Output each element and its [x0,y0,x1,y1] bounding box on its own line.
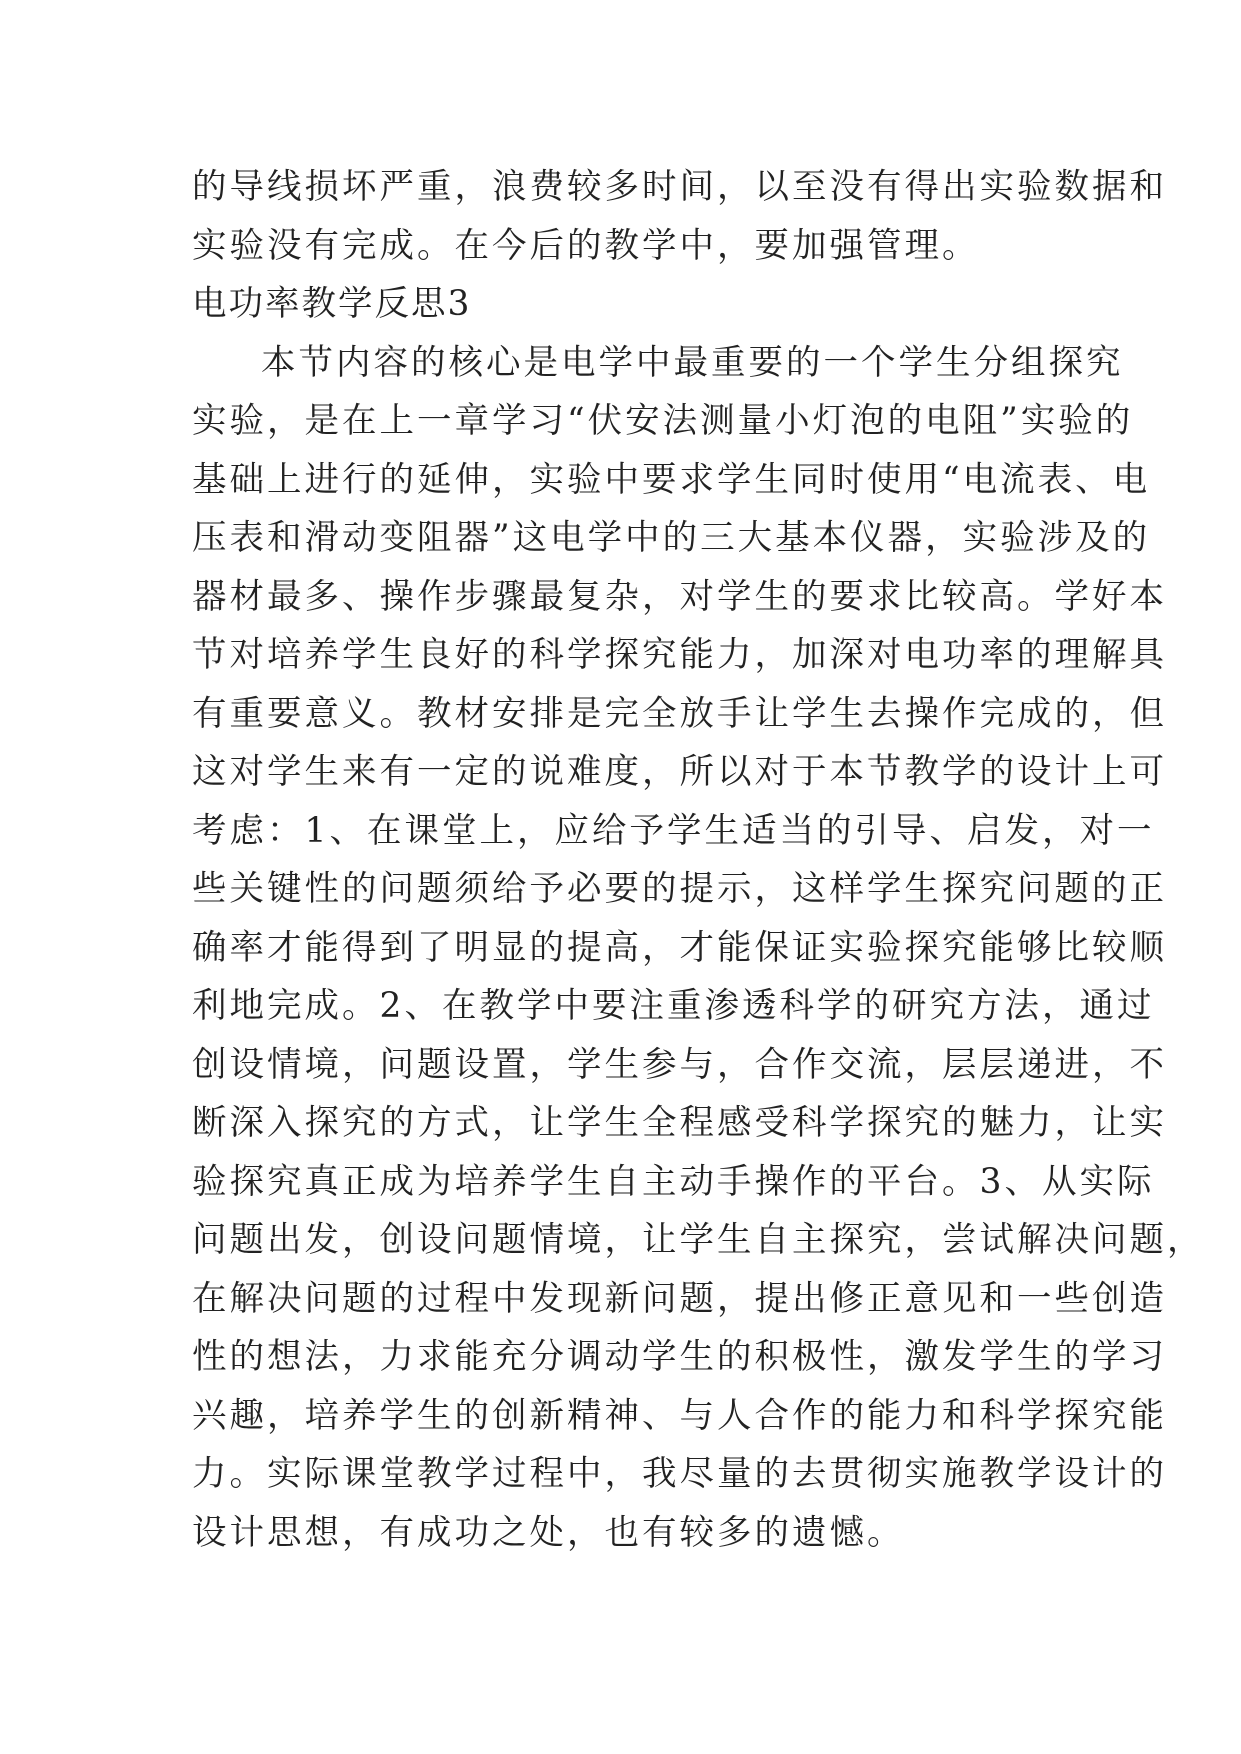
text-line: 实验，是在上一章学习“伏安法测量小灯泡的电阻”实验的 [192,401,1134,441]
text-line: 性的想法，力求能充分调动学生的积极性，激发学生的学习 [192,1337,1167,1377]
text-line: 的导线损坏严重，浪费较多时间，以至没有得出实验数据和 [192,167,1167,207]
document-body [192,158,1205,1562]
text-line: 在解决问题的过程中发现新问题，提出修正意见和一些创造 [192,1278,1167,1319]
text-line: 兴趣，培养学生的创新精神、与人合作的能力和科学探究能 [192,1395,1167,1436]
text-line: 节对培养学生良好的科学探究能力，加深对电功率的理解具 [192,635,1167,675]
text-line: 利地完成。2、在教学中要注重渗透科学的研究方法，通过 [192,986,1155,1026]
text-line: 设计思想，有成功之处，也有较多的遗憾。 [192,1512,905,1553]
text-line: 些关键性的问题须给予必要的提示，这样学生探究问题的正 [192,869,1167,909]
text-line: 这对学生来有一定的说难度，所以对于本节教学的设计上可 [192,752,1167,792]
paragraph-first-line: 本节内容的核心是电学中最重要的一个学生分组探究 [261,342,1124,383]
text-line: 力。实际课堂教学过程中，我尽量的去贯彻实施教学设计的 [192,1454,1167,1494]
text-line: 确率才能得到了明显的提高，才能保证实验探究能够比较顺 [192,927,1167,968]
text-line: 器材最多、操作步骤最复杂，对学生的要求比较高。学好本 [192,576,1167,617]
text-line: 断深入探究的方式，让学生全程感受科学探究的魅力，让实 [192,1103,1167,1143]
text-line: 实验没有完成。在今后的教学中，要加强管理。 [192,225,980,266]
text-line: 考虑：1、在课堂上，应给予学生适当的引导、启发，对一 [192,810,1155,851]
text-line: 压表和滑动变阻器”这电学中的三大基本仪器，实验涉及的 [192,518,1151,558]
text-line: 问题出发，创设问题情境，让学生自主探究，尝试解决问题， [192,1220,1205,1260]
text-line: 验探究真正成为培养学生自主动手操作的平台。3、从实际 [192,1161,1155,1202]
text-line: 有重要意义。教材安排是完全放手让学生去操作完成的，但 [192,693,1167,734]
text-line: 创设情境，问题设置，学生参与，合作交流，层层递进，不 [192,1044,1167,1085]
section-heading: 电功率教学反思3 [192,284,472,324]
text-line: 基础上进行的延伸，实验中要求学生同时使用“电流表、电 [192,459,1151,500]
